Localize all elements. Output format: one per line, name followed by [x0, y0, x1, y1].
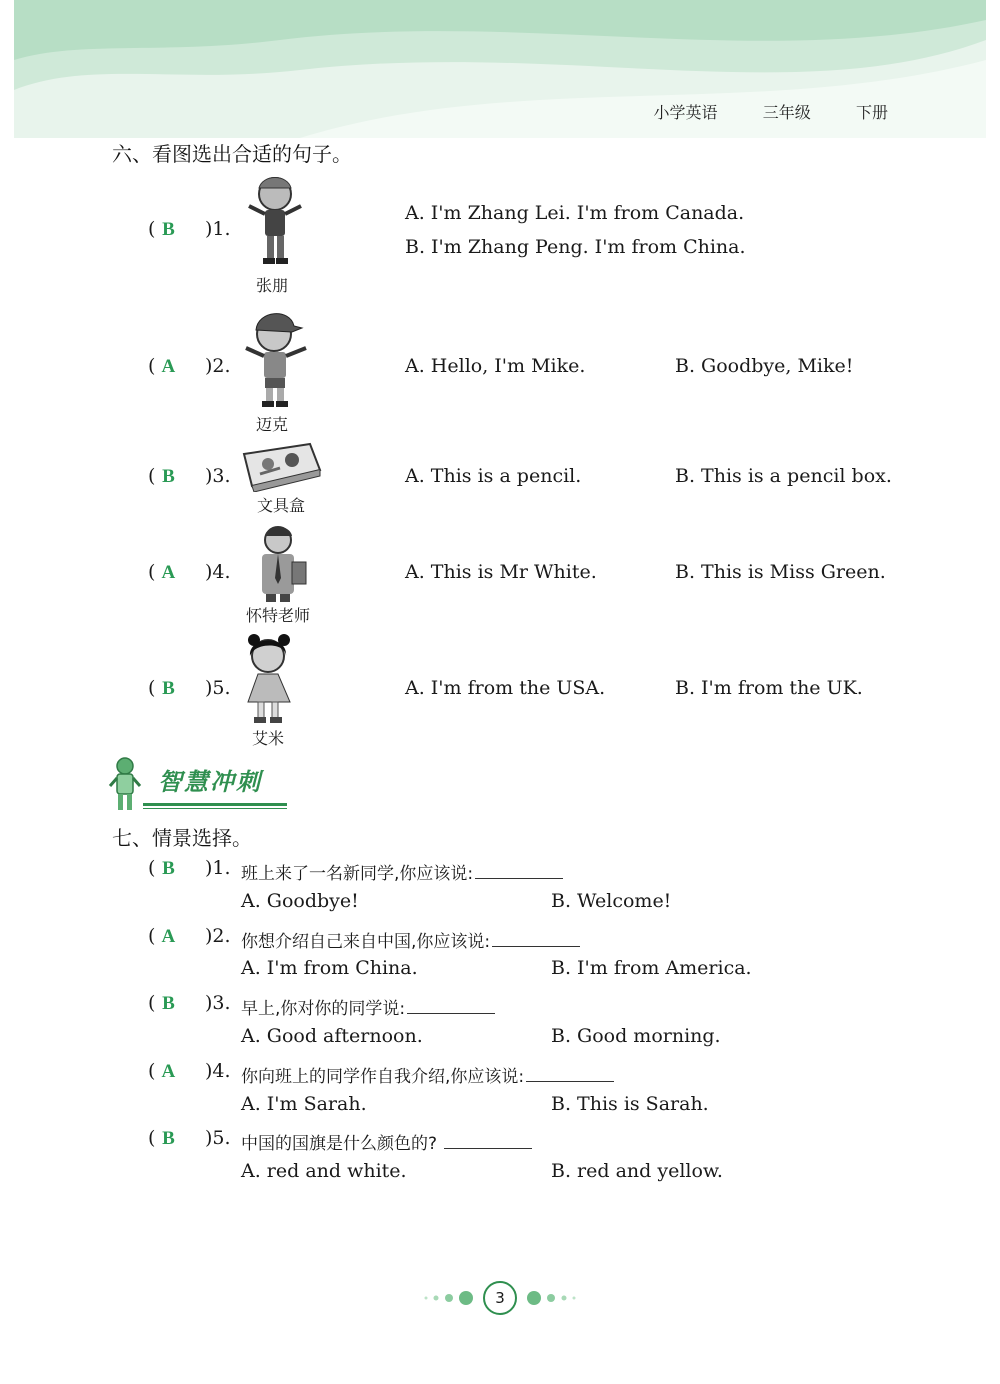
pencil-box-icon [240, 440, 322, 492]
answer-paren: ( A [148, 1060, 181, 1083]
item-number: )5. [205, 1127, 231, 1149]
answer-blank [407, 997, 495, 1014]
answer-blank [475, 862, 563, 879]
option-b: B. I'm from the UK. [675, 677, 863, 699]
section-7-title: 七、情景选择。 [112, 826, 252, 850]
answer-value: B [162, 1128, 175, 1149]
answer-paren: ( B [148, 992, 181, 1015]
option-b: B. red and yellow. [551, 1160, 723, 1182]
option-a: A. I'm from China. [241, 957, 418, 979]
answer-value: B [162, 678, 175, 699]
question-label: 早上,你对你的同学说: [241, 999, 406, 1019]
answer-value: B [162, 219, 175, 240]
picture-caption: 艾米 [251, 729, 284, 748]
answer-paren: ( A [148, 355, 181, 378]
page-number: 3 [495, 1289, 505, 1307]
option-a: A. Goodbye! [241, 890, 359, 912]
question-text [241, 859, 563, 884]
option-a: A. Good afternoon. [241, 1025, 423, 1047]
girl-icon [240, 632, 300, 726]
answer-value: A [161, 926, 176, 947]
option-a: A. I'm from the USA. [405, 677, 606, 699]
option-a: A. red and white. [241, 1160, 407, 1182]
item-number: )2. [205, 925, 231, 947]
picture-caption: 怀特老师 [245, 606, 310, 625]
option-b: B. I'm Zhang Peng. I'm from China. [405, 236, 746, 258]
option-a: A. I'm Zhang Lei. I'm from Canada. [405, 202, 745, 224]
item-number: )2. [205, 355, 231, 377]
answer-value: B [162, 993, 175, 1014]
question-text [241, 994, 495, 1019]
teacher-icon [248, 522, 310, 604]
answer-paren: ( B [148, 677, 181, 700]
item-number: )4. [205, 1060, 231, 1082]
answer-value: A [161, 1061, 176, 1082]
answer-value: B [162, 466, 175, 487]
question-text [241, 927, 580, 952]
answer-paren: ( B [148, 1127, 181, 1150]
option-b: B. This is Sarah. [551, 1093, 709, 1115]
badge-label: 智慧冲刺 [158, 768, 262, 796]
picture-caption: 文具盒 [256, 496, 305, 515]
answer-value: A [161, 562, 176, 583]
picture-caption: 张朋 [255, 276, 288, 295]
option-a: A. I'm Sarah. [241, 1093, 367, 1115]
picture-caption: 迈克 [255, 415, 288, 434]
answer-value: A [161, 356, 176, 377]
boy-icon [243, 170, 307, 270]
answer-blank [444, 1132, 532, 1149]
section-6-title: 六、看图选出合适的句子。 [112, 142, 352, 166]
answer-blank [492, 930, 580, 947]
item-number: )3. [205, 992, 231, 1014]
option-b: B. This is Miss Green. [675, 561, 886, 583]
mascot-icon [108, 756, 142, 812]
answer-value: B [162, 858, 175, 879]
answer-paren: ( A [148, 925, 181, 948]
item-number: )3. [205, 465, 231, 487]
answer-paren: ( B [148, 218, 181, 241]
option-a: A. This is Mr White. [405, 561, 597, 583]
badge-underline [143, 803, 287, 806]
question-label: 中国的国旗是什么颜色的? [241, 1134, 438, 1154]
answer-paren: ( B [148, 857, 181, 880]
badge-underline-thin [143, 808, 287, 809]
item-number: )1. [205, 218, 231, 240]
answer-blank [526, 1065, 614, 1082]
question-text [241, 1062, 614, 1087]
option-b: B. Goodbye, Mike! [675, 355, 854, 377]
item-number: )4. [205, 561, 231, 583]
answer-paren: ( A [148, 561, 181, 584]
subject-label: 小学英语 三年级 下册 [653, 103, 888, 122]
question-label: 你想介绍自己来自中国,你应该说: [241, 932, 491, 952]
boy-cap-icon [240, 304, 312, 410]
option-b: B. I'm from America. [551, 957, 752, 979]
option-b: B. Good morning. [551, 1025, 721, 1047]
option-a: A. Hello, I'm Mike. [405, 355, 586, 377]
question-label: 你向班上的同学作自我介绍,你应该说: [241, 1067, 525, 1087]
question-label: 班上来了一名新同学,你应该说: [241, 864, 474, 884]
item-number: )1. [205, 857, 231, 879]
option-a: A. This is a pencil. [405, 465, 582, 487]
item-number: )5. [205, 677, 231, 699]
option-b: B. This is a pencil box. [675, 465, 892, 487]
option-b: B. Welcome! [551, 890, 672, 912]
question-text [241, 1129, 532, 1154]
answer-paren: ( B [148, 465, 181, 488]
